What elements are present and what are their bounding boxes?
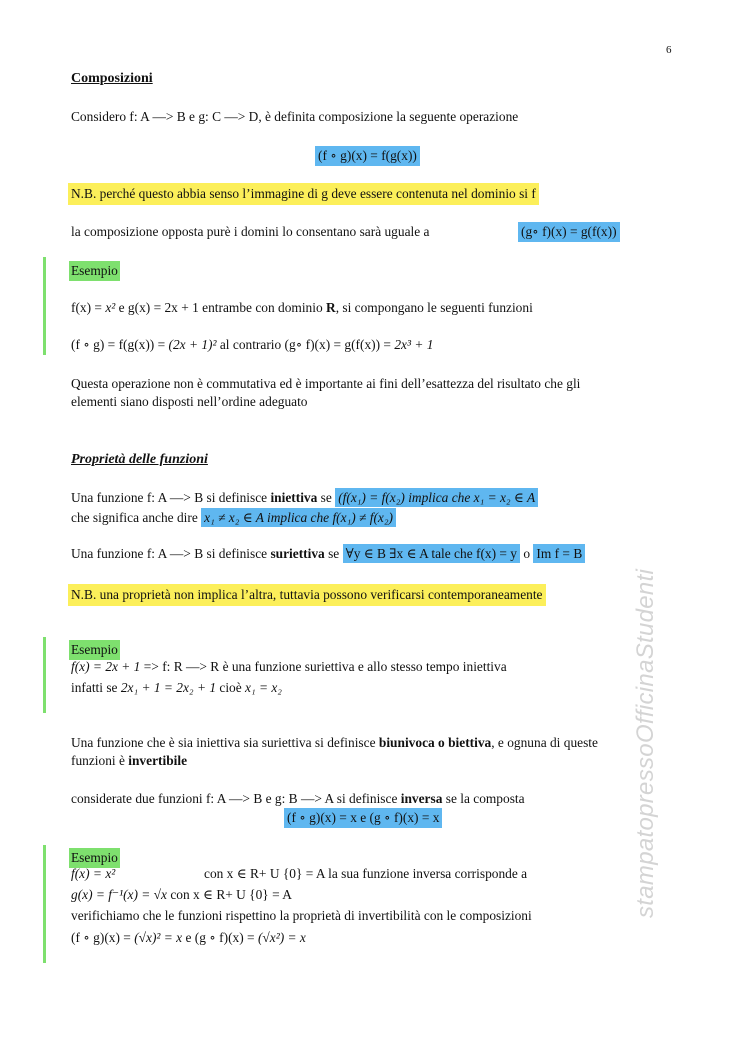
example-2-bar [43,637,46,713]
section-title-composizioni: Composizioni [71,71,153,86]
formula: f(x) = 2x + 1 [71,659,141,674]
text: o [520,546,534,561]
example-1-bar [43,257,46,355]
biunivoca-line-2 [71,753,187,769]
formula: 2x₁ + 1 = 2x₂ + 1 [120,680,217,695]
example-3-label: Esempio [69,848,120,868]
formula: x² [105,300,116,315]
example-3-bar [43,845,46,963]
iniettiva-formula: (f(x₁) = f(x₂) implica che x₁ = x₂ ∈ A [335,488,538,507]
inversa-line [71,791,525,807]
formula: (√x²) = x [257,930,306,945]
formula: g(x) = f⁻¹(x) = √x [71,887,167,902]
text: Una funzione f: A —> B si definisce [71,490,271,505]
page-number: 6 [666,44,672,56]
text: al contrario (g∘ f)(x) = g(f(x)) = [216,337,395,352]
suriettiva-formula: ∀y ∈ B ∃x ∈ A tale che f(x) = y [343,544,520,563]
biunivoca-line-1 [71,735,598,751]
proprieta-nb: N.B. una proprietà non implica l’altra, tuttavia possono verificarsi contemporaneamente [68,584,546,606]
inversa-formula: (f ∘ g)(x) = x e (g ∘ f)(x) = x [284,808,442,828]
formula: x₁ = x₂ [245,680,282,695]
formula: (2x + 1)² [168,337,217,352]
text: , si compongano le seguenti funzioni [335,300,533,315]
text: considerate due funzioni f: A —> B e g: B —> A si definisce [71,791,401,806]
text: che significa anche dire [71,510,202,525]
formula: (√x)² = x [134,930,183,945]
iniettiva-line-1 [71,490,538,506]
composizioni-nb: N.B. perché questo abbia senso l’immagine di g deve essere contenuta nel dominio si f [68,183,539,205]
text: f(x) = [71,300,106,315]
note-line-2: elementi siano disposti nell’ordine adeguato [71,394,308,409]
example-1-line-2 [71,337,433,353]
text: infatti se [71,680,121,695]
suriettiva-line [71,546,585,562]
text: inversa [400,791,443,806]
example-3-line-3: verifichiamo che le funzioni rispettino la proprietà di invertibilità con le composizioni [71,908,532,923]
text: biunivoca o biettiva [378,735,492,750]
text: (f ∘ g)(x) = [71,930,135,945]
example-2-line-2 [71,680,282,696]
text: se [324,546,343,561]
suriettiva-formula-2: Im f = B [533,544,585,563]
text: funzioni è [71,753,129,768]
text: se [317,490,336,505]
text: con x ∈ R+ U {0} = A [166,887,292,902]
example-2-line-1 [71,659,507,675]
opposite-composition-text: la composizione opposta purè i domini lo consentano sarà uguale a [71,224,430,239]
text: e g(x) = 2x + 1 entrambe con dominio [115,300,327,315]
opposite-composition-formula: (g∘ f)(x) = g(f(x)) [518,222,620,242]
text: e (g ∘ f)(x) = [182,930,258,945]
note-line-1: Questa operazione non è commutativa ed è importante ai fini dell’esattezza del risultato che gli [71,376,581,391]
text: => f: R —> R è una funzione suriettiva e allo stesso tempo iniettiva [140,659,507,674]
text: iniettiva [270,490,318,505]
example-3-line-1-formula: f(x) = x² [71,866,116,881]
iniettiva-line-2 [71,510,396,526]
text: cioè [216,680,246,695]
example-3-line-1-text: con x ∈ R+ U {0} = A la sua funzione inversa corrisponde a [204,866,528,881]
watermark: stampatopressoOfficinaStudenti [632,568,659,918]
example-2-label: Esempio [69,640,120,660]
text: , e ognuna di queste [491,735,598,750]
composizioni-intro: Considero f: A —> B e g: C —> D, è definita composizione la seguente operazione [71,109,519,124]
text: invertibile [128,753,188,768]
example-3-line-4 [71,930,306,946]
text: Una funzione che è sia iniettiva sia suriettiva si definisce [71,735,379,750]
example-1-label: Esempio [69,261,120,281]
example-3-line-2 [71,887,292,903]
text: Una funzione f: A —> B si definisce [71,546,271,561]
example-1-line-1 [71,300,533,316]
section-title-proprieta: Proprietà delle funzioni [71,452,208,467]
text: R [326,300,336,315]
text: suriettiva [270,546,325,561]
text: se la composta [442,791,525,806]
formula: 2x³ + 1 [394,337,434,352]
iniettiva-formula-2: x₁ ≠ x₂ ∈ A implica che f(x₁) ≠ f(x₂) [201,508,396,527]
composition-formula: (f ∘ g)(x) = f(g(x)) [315,146,420,166]
text: (f ∘ g) = f(g(x)) = [71,337,169,352]
